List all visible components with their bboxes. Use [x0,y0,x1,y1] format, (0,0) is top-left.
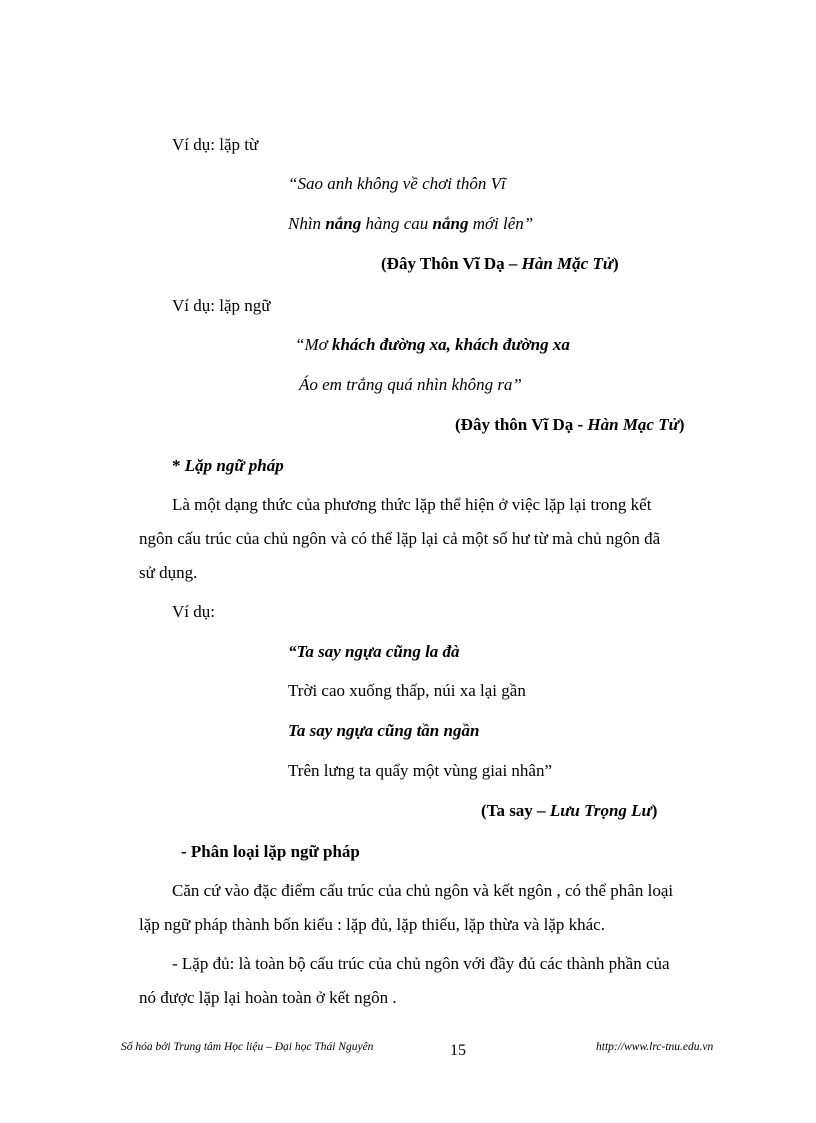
paragraph-line: lặp ngữ pháp thành bốn kiểu : lặp đủ, lặp thiếu, lặp thừa và lặp khác. [139,915,605,934]
source-author: Hàn Mặc Tử [521,254,614,273]
source-title: (Đây Thôn Vĩ Dạ – [381,254,522,273]
emphasis-word: nắng [325,214,362,233]
subsection-heading: - Phân loại lặp ngữ pháp [181,842,360,861]
poem-line [295,335,570,355]
footer-source: Số hóa bởi Trung tâm Học liệu – Đại học Thái Nguyên [121,1041,374,1053]
poem-text: “Mơ [295,335,332,354]
paragraph-line: Là một dạng thức của phương thức lặp thể hiện ở việc lặp lại trong kết [172,495,652,514]
source-close: ) [678,415,685,434]
poem-source [381,254,619,274]
emphasis-word: nắng [432,214,469,233]
heading-text: Lặp ngữ pháp [184,456,284,475]
poem-line: Trên lưng ta quẩy một vùng giai nhân” [288,761,553,780]
source-close: ) [651,801,658,820]
poem-text: Nhìn [288,214,326,233]
emphasis-phrase: khách đường xa, khách đường xa [331,335,570,354]
example-label: Ví dụ: lặp từ [172,135,259,154]
source-title: (Ta say – [481,801,550,820]
paragraph-line: nó được lặp lại hoàn toàn ở kết ngôn . [139,988,397,1007]
paragraph-line: sử dụng. [139,563,198,582]
source-author: Hàn Mạc Tử [587,415,679,434]
paragraph-line: ngôn cấu trúc của chủ ngôn và có thể lặp lại cả một số hư từ mà chủ ngôn đã [139,529,661,548]
poem-source [455,415,684,435]
poem-text: hàng cau [361,214,433,233]
poem-line: “Sao anh không về chơi thôn Vĩ [288,174,506,193]
poem-line: Áo em trắng quá nhìn không ra” [299,375,522,394]
source-close: ) [613,254,619,273]
section-heading [172,456,284,476]
footer-url: http://www.lrc-tnu.edu.vn [596,1041,714,1053]
poem-line [288,214,533,234]
poem-line: “Ta say ngựa cũng la đà [288,642,460,661]
poem-line: Trời cao xuống thấp, núi xa lại gần [288,681,526,700]
page-number: 15 [450,1042,466,1059]
source-title: (Đây thôn Vĩ Dạ - [455,415,588,434]
paragraph-line: - Lặp đủ: là toàn bộ cấu trúc của chủ ngôn với đầy đủ các thành phần của [172,954,670,973]
source-author: Lưu Trọng Lư [549,801,652,820]
example-label: Ví dụ: [172,602,215,621]
example-label: Ví dụ: lặp ngữ [172,296,271,315]
poem-source [481,801,657,821]
heading-bullet: * [172,456,185,475]
paragraph-line: Căn cứ vào đặc điểm cấu trúc của chủ ngôn và kết ngôn , có thể phân loại [172,881,674,900]
poem-text: mới lên” [468,214,534,233]
poem-line: Ta say ngựa cũng tần ngần [288,721,480,740]
